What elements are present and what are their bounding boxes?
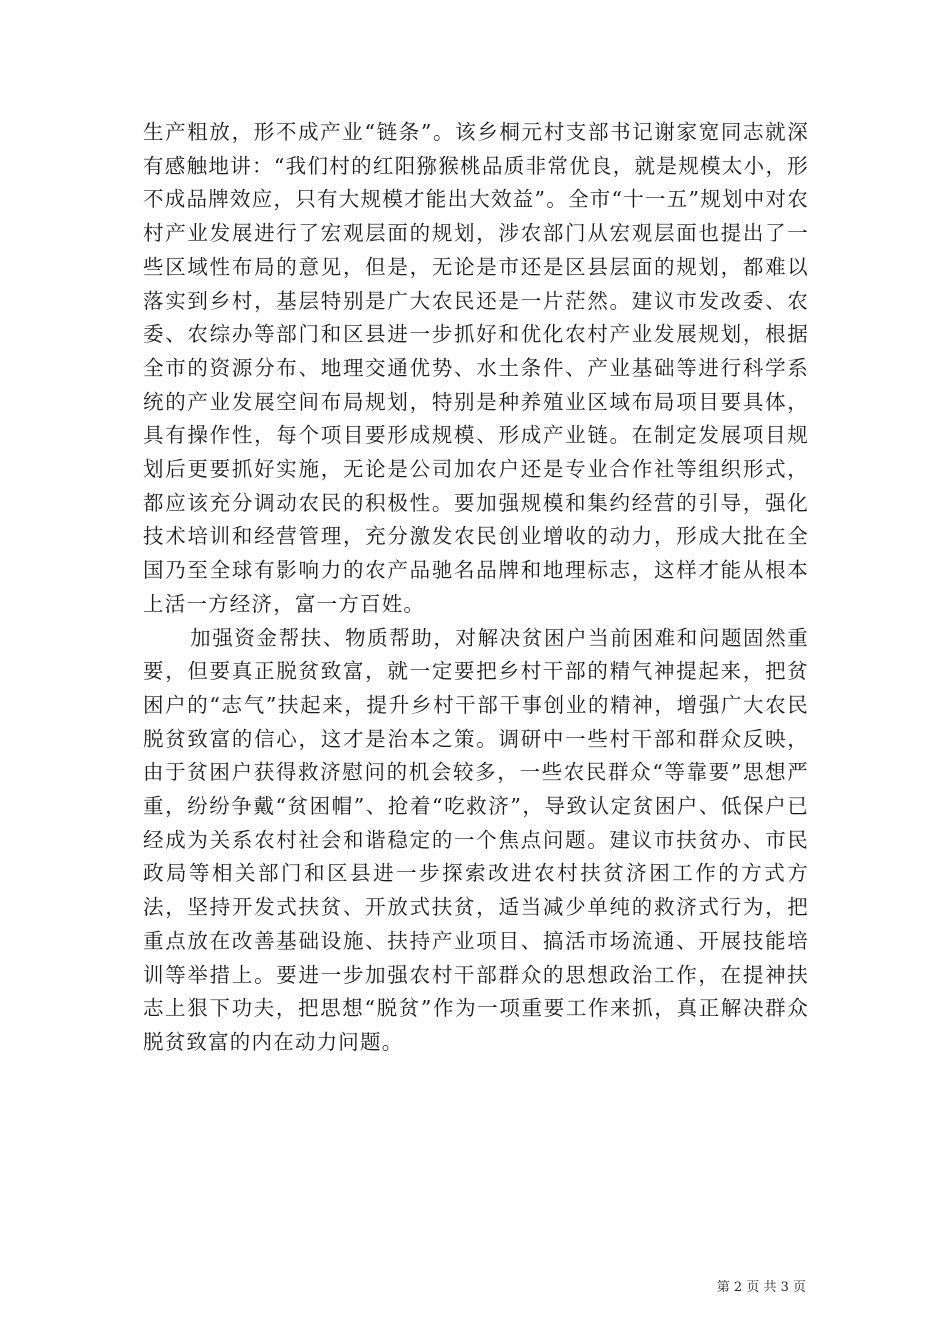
page-number: 第 2 页 共 3 页 xyxy=(716,1280,806,1295)
document-body xyxy=(143,116,809,1060)
paragraph-industry-planning: 生产粗放，形不成产业“链条”。该乡桐元村支部书记谢家宽同志就深有感触地讲：“我们村的红阳猕猴桃品质非常优良，就是规模太小，形不成品牌效应，只有大规模才能出大效益”。全市“十一五”规划中对农村产业发展进行了宏观层面的规划，涉农部门从宏观层面也提出了一些区域性布局的意见，但是，无论是市还是区县层面的规划，都难以落实到乡村，基层特别是广大农民还是一片茫然。建议市发改委、农委、农综办等部门和区县进一步抓好和优化农村产业发展规划，根据全市的资源分布、地理交通优势、水土条件、产业基础等进行科学系统的产业发展空间布局规划，特别是种养殖业区域布局项目要具体，具有操作性，每个项目要形成规模、形成产业链。在制定发展项目规划后更要抓好实施，无论是公司加农户还是专业合作社等组织形式，都应该充分调动农民的积极性。要加强规模和集约经营的引导，强化技术培训和经营管理，充分激发农民创业增收的动力，形成大批在全国乃至全球有影响力的农产品驰名品牌和地理标志，这样才能从根本上活一方经济，富一方百姓。 xyxy=(143,120,809,616)
paragraph-poverty-alleviation: 加强资金帮扶、物质帮助，对解决贫困户当前困难和问题固然重要，但要真正脱贫致富，就一定要把乡村干部的精气神提起来，把贫困户的“志气”扶起来，提升乡村干部干事创业的精神，增强广大农民脱贫致富的信心，这才是治本之策。调研中一些村干部和群众反映，由于贫困户获得救济慰问的机会较多，一些农民群众“等靠要”思想严重，纷纷争戴“贫困帽”、抢着“吃救济”，导致认定贫困户、低保户已经成为关系农村社会和谐稳定的一个焦点问题。建议市扶贫办、市民政局等相关部门和区县进一步探索改进农村扶贫济困工作的方式方法，坚持开发式扶贫、开放式扶贫，适当减少单纯的救济式行为，把重点放在改善基础设施、扶持产业项目、搞活市场流通、开展技能培训等举措上。要进一步加强农村干部群众的思想政治工作，在提神扶志上狠下功夫，把思想“脱贫”作为一项重要工作来抓，真正解决群众脱贫致富的内在动力问题。 xyxy=(143,625,809,1054)
